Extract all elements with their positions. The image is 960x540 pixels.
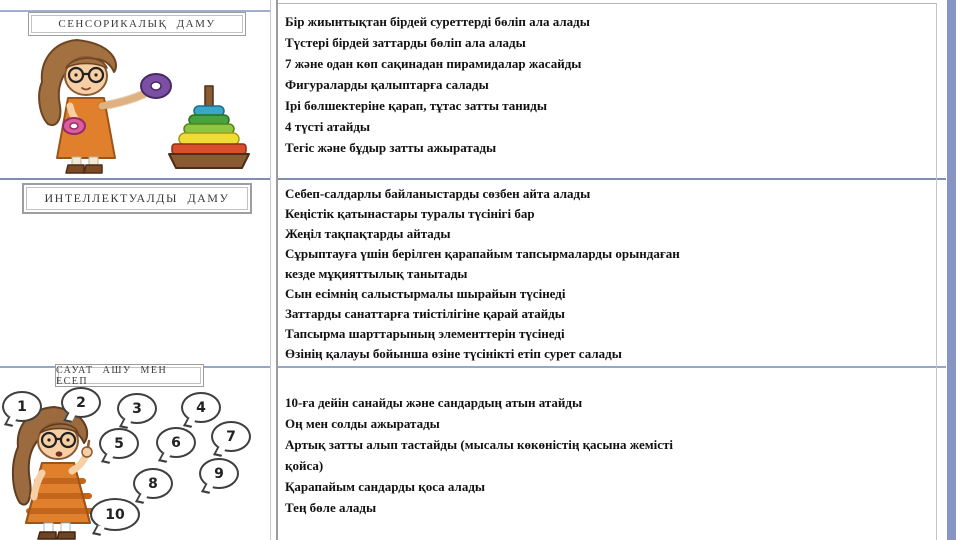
section-title: САУАТ АШУ МЕН ЕСЕП bbox=[56, 364, 168, 387]
row1-row2-divider bbox=[0, 178, 946, 180]
section-header-sensory bbox=[28, 12, 246, 36]
checklist-item: Сын есімнің салыстырмалы шырайын түсінеді bbox=[285, 286, 566, 301]
checklist-item: Түстері бірдей заттарды бөліп ала алады bbox=[285, 35, 526, 50]
section-header-intellectual bbox=[22, 183, 252, 214]
checklist-item: 10-ға дейін санайды және сандардың атын атайды bbox=[285, 395, 583, 410]
right-edge-accent-bar bbox=[947, 0, 956, 540]
checklist-item: Ірі бөлшектеріне қарап, тұтас затты таниды bbox=[285, 98, 547, 113]
number-bubble bbox=[99, 428, 139, 459]
girl-figure bbox=[39, 40, 171, 173]
column-divider bbox=[270, 0, 278, 540]
bubble-number: 9 bbox=[214, 465, 224, 482]
bubble-number: 5 bbox=[114, 435, 124, 452]
cell1-top-border bbox=[277, 3, 936, 4]
number-bubble bbox=[181, 392, 221, 423]
checklist-item: 4 түсті атайды bbox=[285, 119, 371, 134]
bubble-number: 7 bbox=[226, 428, 236, 445]
number-bubble bbox=[156, 427, 196, 458]
bubble-number: 8 bbox=[148, 475, 158, 492]
bubble-number: 3 bbox=[132, 400, 142, 417]
checklist-item: Бір жиынтықтан бірдей суреттерді бөліп ала алады bbox=[285, 14, 590, 29]
number-bubble bbox=[133, 468, 173, 499]
checklist-item: Қарапайым сандарды қоса алады bbox=[285, 479, 486, 494]
checklist-item: Фигураларды қалыптарға салады bbox=[285, 77, 489, 92]
checklist-item: Заттарды санаттарға тиістілігіне қарай атайды bbox=[285, 306, 565, 321]
checklist-item: Өзінің қалауы бойынша өзіне түсінікті етіп сурет салады bbox=[285, 346, 622, 361]
number-bubble bbox=[90, 498, 140, 531]
checklist-item: Кеңістік қатынастары туралы түсінігі бар bbox=[285, 206, 535, 221]
checklist-item: Сұрыптауға үшін берілген қарапайым тапсырмаларды орындаған кезде мұқияттылық танытады bbox=[285, 246, 680, 281]
purple-ring-icon bbox=[141, 74, 171, 98]
section-title: СЕНСОРИКАЛЫҚ ДАМУ bbox=[58, 18, 216, 30]
ring-pyramid-toy bbox=[169, 86, 249, 168]
bubble-number: 1 bbox=[17, 398, 27, 415]
literacy-checklist bbox=[285, 392, 925, 518]
checklist-item: Оң мен солды ажыратады bbox=[285, 416, 440, 431]
bubble-number: 6 bbox=[171, 434, 181, 451]
number-bubble bbox=[61, 387, 101, 418]
section-header-literacy bbox=[55, 364, 204, 387]
bubble-number: 10 bbox=[105, 506, 125, 523]
checklist-item: 7 және одан көп сақинадан пирамидалар жасайды bbox=[285, 56, 582, 71]
checklist-item: Себеп-салдарлы байланыстарды сөзбен айта алады bbox=[285, 186, 591, 201]
intellectual-checklist bbox=[285, 184, 925, 364]
checklist-item: Тегіс және бұдыр затты ажыратады bbox=[285, 140, 497, 155]
checklist-item: Жеңіл тақпақтарды айтады bbox=[285, 226, 451, 241]
checklist-item: Артық затты алып тастайды (мысалы көкөністің қасына жемісті қойса) bbox=[285, 437, 673, 473]
number-bubble bbox=[2, 391, 42, 422]
number-bubble bbox=[211, 421, 251, 452]
bubble-number: 2 bbox=[76, 394, 86, 411]
sensory-checklist bbox=[285, 11, 925, 158]
bubble-number: 4 bbox=[196, 399, 206, 416]
number-bubble bbox=[117, 393, 157, 424]
section-title: ИНТЕЛЛЕКТУАЛДЫ ДАМУ bbox=[44, 191, 230, 205]
number-bubble bbox=[199, 458, 239, 489]
pink-ring-icon bbox=[63, 118, 85, 134]
checklist-item: Тең бөле алады bbox=[285, 500, 377, 515]
checklist-item: Тапсырма шарттарының элементтерін түсінеді bbox=[285, 326, 565, 341]
girl-counting-illustration bbox=[0, 385, 270, 540]
girl-with-pyramid-illustration bbox=[22, 36, 257, 174]
table-right-border bbox=[936, 3, 937, 540]
